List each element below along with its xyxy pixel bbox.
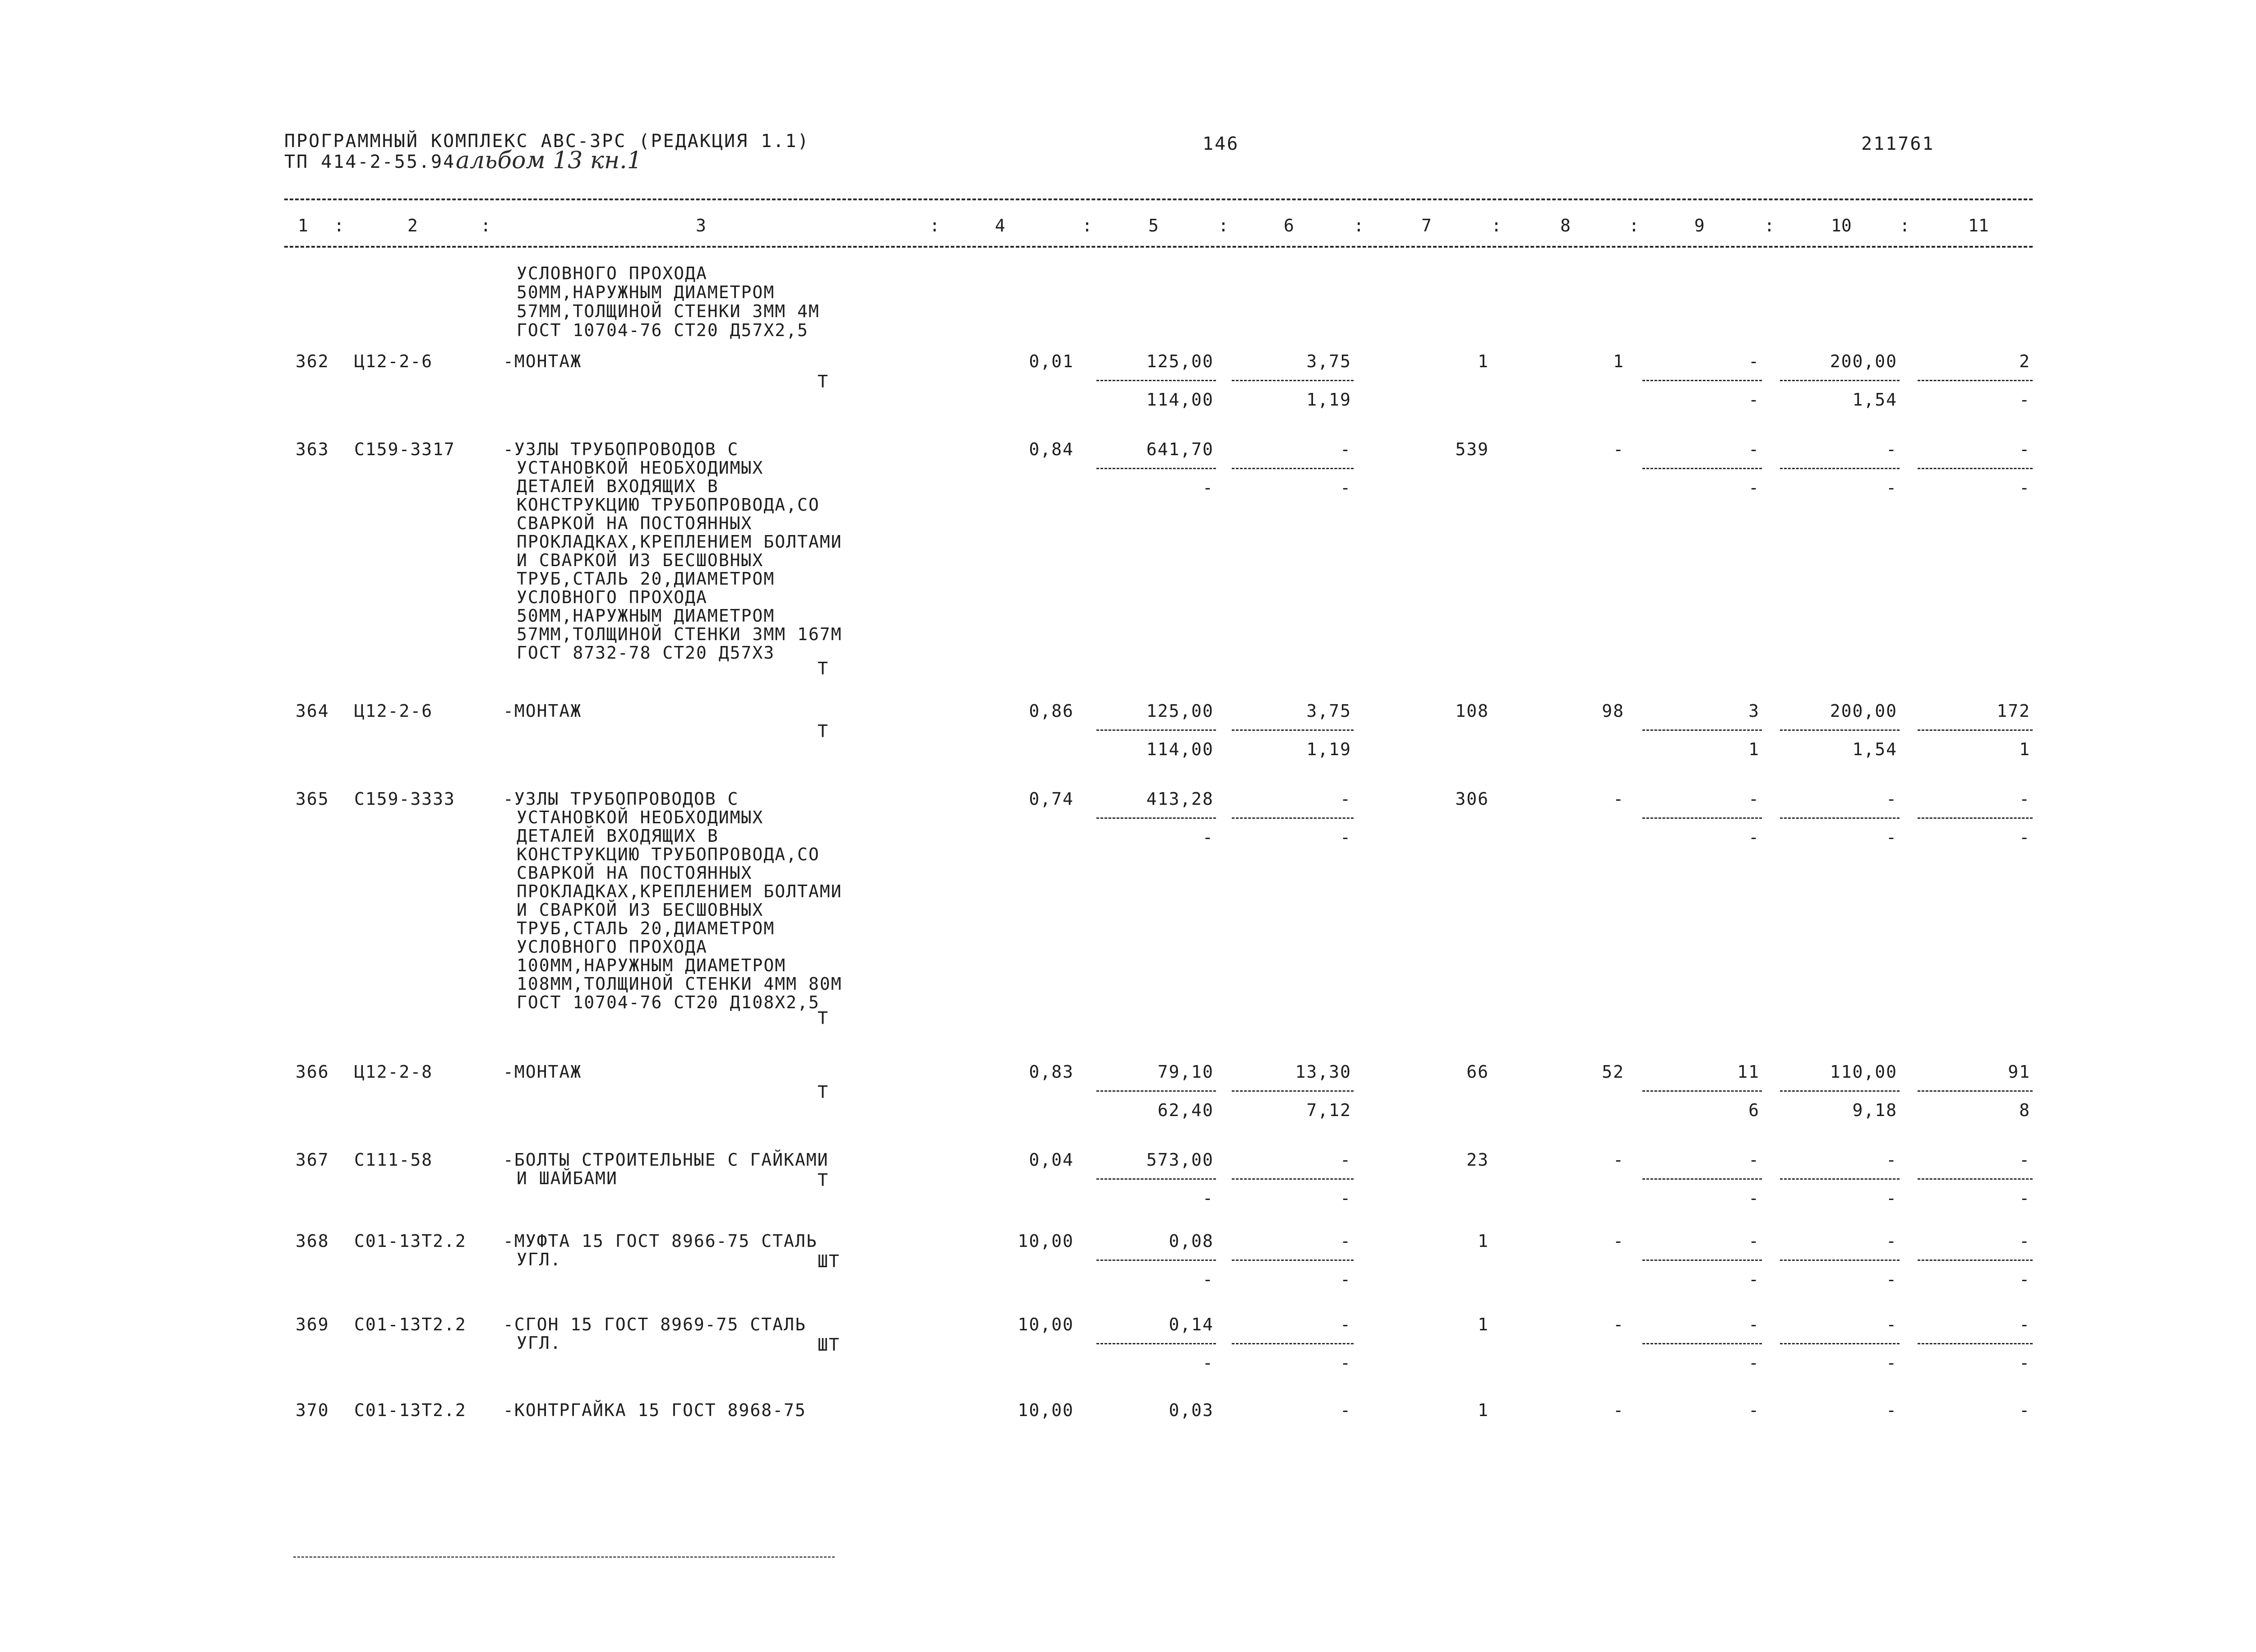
column-6-value: 3,75 [1306,351,1351,371]
unit-cost-value: 0,03 [1169,1400,1214,1420]
cell-divider [1780,1178,1900,1180]
column-8-value: 52 [1602,1062,1624,1082]
unit-of-measure: Т [818,1082,829,1102]
cell-divider [1780,1090,1900,1092]
column-6-sub-value: 7,12 [1306,1100,1351,1120]
cell-divider [1096,1178,1216,1180]
column-header: 3 [696,216,706,235]
column-9-sub-value: - [1748,1353,1760,1373]
total-cost-value: 108 [1455,701,1489,721]
description-line: КОНСТРУКЦИЮ ТРУБОПРОВОДА,СО [517,844,820,864]
column-header: 1 [298,216,308,235]
quantity-value: 0,04 [1029,1150,1074,1170]
column-6-sub-value: 1,19 [1306,739,1351,759]
unit-of-measure: ШТ [818,1251,840,1271]
column-10-value: 200,00 [1830,351,1897,371]
cell-divider [1918,817,2033,819]
cell-divider [1780,729,1900,731]
column-9-value: - [1748,789,1760,809]
description-line: -МОНТАЖ [503,351,582,371]
unit-cost-sub-value: - [1202,478,1214,498]
column-header: 4 [995,216,1005,235]
quantity-value: 10,00 [1017,1315,1074,1334]
cell-divider [1642,1343,1762,1344]
total-cost-value: 539 [1455,439,1489,459]
description-line: ПРОКЛАДКАХ,КРЕПЛЕНИЕМ БОЛТАМИ [517,881,842,901]
column-10-sub-value: - [1886,1353,1897,1373]
column-11-value: - [2019,1231,2030,1251]
unit-of-measure: Т [818,659,829,678]
cell-divider [1096,380,1216,381]
column-10-value: - [1886,1150,1897,1170]
column-6-sub-value: - [1340,1269,1351,1289]
norm-code: Ц12-2-6 [354,351,433,371]
cell-divider [1232,468,1354,469]
total-cost-value: 23 [1466,1150,1489,1170]
unit-cost-sub-value: - [1202,1353,1214,1373]
cell-divider [1918,729,2033,731]
description-line: -УЗЛЫ ТРУБОПРОВОДОВ С [503,439,739,459]
column-6-sub-value: - [1340,478,1351,498]
column-6-value: 13,30 [1295,1062,1351,1082]
column-header-rule [284,246,2033,248]
column-9-value: - [1748,439,1760,459]
column-11-sub-value: - [2019,1188,2030,1208]
cell-divider [1918,1090,2033,1092]
description-line: ДЕТАЛЕЙ ВХОДЯЩИХ В [517,476,719,496]
quantity-value: 0,86 [1029,701,1074,721]
norm-code: С01-13Т2.2 [354,1400,467,1420]
column-header: 8 [1560,216,1571,235]
column-8-value: - [1613,1315,1624,1334]
unit-cost-value: 0,08 [1169,1231,1214,1251]
cell-divider [1232,1260,1354,1261]
description-line: 50ММ,НАРУЖНЫМ ДИАМЕТРОМ [517,606,775,626]
column-header: 6 [1284,216,1294,235]
column-9-sub-value: - [1748,1188,1760,1208]
column-6-value: - [1340,789,1351,809]
column-10-value: - [1886,789,1897,809]
column-10-sub-value: - [1886,478,1897,498]
unit-of-measure: Т [818,372,829,392]
cell-divider [1918,468,2033,469]
row-number: 362 [296,351,329,371]
column-11-value: 172 [1997,701,2030,721]
row-number: 366 [296,1062,329,1082]
quantity-value: 10,00 [1017,1400,1074,1420]
column-6-value: 3,75 [1306,701,1351,721]
column-6-value: - [1340,1400,1351,1420]
row-number: 370 [296,1400,329,1420]
column-10-sub-value: 9,18 [1852,1100,1897,1120]
row-number: 367 [296,1150,329,1170]
column-11-sub-value: - [2019,1269,2030,1289]
description-line: ТРУБ,СТАЛЬ 20,ДИАМЕТРОМ [517,918,775,938]
column-9-value: 3 [1748,701,1760,721]
description-line: -УЗЛЫ ТРУБОПРОВОДОВ С [503,789,739,809]
column-8-value: - [1613,1400,1624,1420]
description-line: И СВАРКОЙ ИЗ БЕСШОВНЫХ [517,900,764,920]
column-6-value: - [1340,1231,1351,1251]
unit-cost-sub-value: 114,00 [1146,739,1214,759]
description-line: КОНСТРУКЦИЮ ТРУБОПРОВОДА,СО [517,495,820,515]
cell-divider [1918,1260,2033,1261]
unit-cost-sub-value: - [1202,1269,1214,1289]
description-line: -БОЛТЫ СТРОИТЕЛЬНЫЕ С ГАЙКАМИ [503,1150,829,1170]
unit-of-measure: Т [818,1008,829,1028]
column-10-sub-value: - [1886,1188,1897,1208]
description-line: И ШАЙБАМИ [517,1168,618,1188]
column-11-value: - [2019,789,2030,809]
row-number: 365 [296,789,329,809]
program-title: ПРОГРАММНЫЙ КОМПЛЕКС АВС-ЗРС (РЕДАКЦИЯ 1.1) [284,131,810,152]
description-line: 100ММ,НАРУЖНЫМ ДИАМЕТРОМ [517,955,786,975]
unit-cost-value: 413,28 [1146,789,1214,809]
column-header: 7 [1421,216,1432,235]
column-9-value: - [1748,351,1760,371]
column-10-value: 200,00 [1830,701,1897,721]
norm-code: С01-13Т2.2 [354,1315,467,1334]
quantity-value: 10,00 [1017,1231,1074,1251]
column-11-sub-value: 8 [2019,1100,2030,1120]
description-line: УСЛОВНОГО ПРОХОДА [517,937,707,957]
column-11-value: - [2019,1150,2030,1170]
column-6-sub-value: - [1340,1188,1351,1208]
description-line: СВАРКОЙ НА ПОСТОЯННЫХ [517,513,753,533]
cell-divider [1918,1343,2033,1344]
cell-divider [1780,1260,1900,1261]
column-8-value: - [1613,439,1624,459]
description-line: УСЛОВНОГО ПРОХОДА [517,587,707,607]
cell-divider [1232,817,1354,819]
column-10-value: 110,00 [1830,1062,1897,1082]
cell-divider [1232,1178,1354,1180]
total-cost-value: 1 [1478,1231,1489,1251]
column-10-sub-value: - [1886,1269,1897,1289]
cell-divider [1232,380,1354,381]
cell-divider [1096,468,1216,469]
description-line: 57ММ,ТОЛЩИНОЙ СТЕНКИ 3ММ 167М [517,624,842,644]
unit-of-measure: ШТ [818,1335,840,1355]
column-11-value: 91 [2008,1062,2030,1082]
cell-divider [1096,1090,1216,1092]
unit-cost-value: 125,00 [1146,351,1214,371]
row-number: 364 [296,701,329,721]
description-line: ПРОКЛАДКАХ,КРЕПЛЕНИЕМ БОЛТАМИ [517,532,842,552]
cell-divider [1780,380,1900,381]
description-line: 108ММ,ТОЛЩИНОЙ СТЕНКИ 4ММ 80М [517,974,842,994]
description-line: -МОНТАЖ [503,701,582,721]
cell-divider [1642,380,1762,381]
cell-divider [1096,1343,1216,1344]
cell-divider [1642,817,1762,819]
cell-divider [1232,1343,1354,1344]
column-8-value: 98 [1602,701,1624,721]
column-9-value: 11 [1737,1062,1760,1082]
total-cost-value: 306 [1455,789,1489,809]
description-line: -МОНТАЖ [503,1062,582,1082]
column-8-value: - [1613,1231,1624,1251]
unit-cost-sub-value: 114,00 [1146,390,1214,410]
column-6-sub-value: - [1340,1353,1351,1373]
description-line: -МУФТА 15 ГОСТ 8966-75 СТАЛЬ [503,1231,818,1251]
total-cost-value: 1 [1478,1400,1489,1420]
bottom-rule [293,1556,835,1558]
column-header: 5 [1148,216,1159,235]
cell-divider [1096,729,1216,731]
description-line: СВАРКОЙ НА ПОСТОЯННЫХ [517,863,753,883]
cell-divider [1918,380,2033,381]
cell-divider [1096,817,1216,819]
handwritten-note: альбом 13 кн.1 [456,147,642,174]
unit-cost-value: 125,00 [1146,701,1214,721]
column-11-sub-value: - [2019,827,2030,847]
column-9-sub-value: - [1748,1269,1760,1289]
description-line: УГЛ. [517,1333,562,1353]
description-line: ТРУБ,СТАЛЬ 20,ДИАМЕТРОМ [517,569,775,589]
quantity-value: 0,83 [1029,1062,1074,1082]
column-9-sub-value: 6 [1748,1100,1760,1120]
description-line: УСЛОВНОГО ПРОХОДА [517,263,707,283]
column-header: 9 [1694,216,1705,235]
norm-code: С01-13Т2.2 [354,1231,467,1251]
description-line: УГЛ. [517,1250,562,1269]
column-header: 10 [1831,216,1852,235]
column-9-sub-value: - [1748,478,1760,498]
column-9-sub-value: - [1748,390,1760,410]
total-cost-value: 1 [1478,1315,1489,1334]
description-line: 50ММ,НАРУЖНЫМ ДИАМЕТРОМ [517,282,775,302]
cell-divider [1642,1178,1762,1180]
column-11-value: - [2019,1315,2030,1334]
description-line: 57ММ,ТОЛЩИНОЙ СТЕНКИ 3ММ 4М [517,301,820,321]
unit-cost-value: 641,70 [1146,439,1214,459]
column-6-sub-value: 1,19 [1306,390,1351,410]
cell-divider [1232,729,1354,731]
column-10-value: - [1886,1231,1897,1251]
quantity-value: 0,74 [1029,789,1074,809]
column-6-value: - [1340,1150,1351,1170]
column-9-value: - [1748,1150,1760,1170]
norm-code: Ц12-2-6 [354,701,433,721]
unit-cost-value: 573,00 [1146,1150,1214,1170]
description-line: УСТАНОВКОЙ НЕОБХОДИМЫХ [517,458,764,478]
cell-divider [1780,468,1900,469]
column-11-value: - [2019,439,2030,459]
unit-cost-value: 0,14 [1169,1315,1214,1334]
unit-cost-value: 79,10 [1157,1062,1214,1082]
column-11-value: - [2019,1400,2030,1420]
column-10-value: - [1886,1315,1897,1334]
norm-code: С159-3317 [354,439,455,459]
cell-divider [1096,1260,1216,1261]
description-line: УСТАНОВКОЙ НЕОБХОДИМЫХ [517,808,764,827]
column-11-sub-value: - [2019,390,2030,410]
row-number: 363 [296,439,329,459]
column-10-sub-value: 1,54 [1852,390,1897,410]
column-9-sub-value: 1 [1748,739,1760,759]
column-9-value: - [1748,1231,1760,1251]
description-line: ГОСТ 10704-76 СТ20 Д57Х2,5 [517,320,809,340]
cell-divider [1642,1090,1762,1092]
column-9-value: - [1748,1400,1760,1420]
column-header: 2 [407,216,418,235]
row-number: 368 [296,1231,329,1251]
column-header-row: 1 2 3 4 5 6 7 8 9 10 11 : : : : : : : : : : [298,216,1989,235]
column-11-sub-value: - [2019,1353,2030,1373]
total-cost-value: 66 [1466,1062,1489,1082]
unit-cost-sub-value: - [1202,1188,1214,1208]
description-line: ДЕТАЛЕЙ ВХОДЯЩИХ В [517,826,719,846]
column-8-value: - [1613,1150,1624,1170]
unit-cost-sub-value: - [1202,827,1214,847]
column-9-sub-value: - [1748,827,1760,847]
description-line: -СГОН 15 ГОСТ 8969-75 СТАЛЬ [503,1315,806,1334]
column-header: 11 [1968,216,1989,235]
column-6-value: - [1340,439,1351,459]
cell-divider [1232,1090,1354,1092]
column-11-sub-value: - [2019,478,2030,498]
norm-code: С111-58 [354,1150,433,1170]
column-10-sub-value: - [1886,827,1897,847]
description-line: ГОСТ 8732-78 СТ20 Д57Х3 [517,643,775,663]
description-line: ГОСТ 10704-76 СТ20 Д108Х2,5 [517,992,820,1012]
unit-cost-sub-value: 62,40 [1157,1100,1214,1120]
total-cost-value: 1 [1478,351,1489,371]
column-8-value: - [1613,789,1624,809]
cell-divider [1780,1343,1900,1344]
cell-divider [1642,468,1762,469]
table-top-rule [284,198,2033,200]
column-10-value: - [1886,439,1897,459]
cell-divider [1642,1260,1762,1261]
column-8-value: 1 [1613,351,1624,371]
column-6-value: - [1340,1315,1351,1334]
column-6-sub-value: - [1340,827,1351,847]
project-code: ТП 414-2-55.94 [284,152,456,172]
page-number: 146 [1202,134,1239,154]
document-id: 211761 [1861,134,1935,154]
quantity-value: 0,01 [1029,351,1074,371]
description-line: И СВАРКОЙ ИЗ БЕСШОВНЫХ [517,550,764,570]
column-11-value: 2 [2019,351,2030,371]
cell-divider [1642,729,1762,731]
column-11-sub-value: 1 [2019,739,2030,759]
column-9-value: - [1748,1315,1760,1334]
unit-of-measure: Т [818,1170,829,1190]
row-number: 369 [296,1315,329,1334]
cell-divider [1780,817,1900,819]
cell-divider [1918,1178,2033,1180]
continued-description [517,264,820,340]
quantity-value: 0,84 [1029,439,1074,459]
description-line: -КОНТРГАЙКА 15 ГОСТ 8968-75 [503,1400,806,1420]
column-10-value: - [1886,1400,1897,1420]
norm-code: Ц12-2-8 [354,1062,433,1082]
norm-code: С159-3333 [354,789,455,809]
column-10-sub-value: 1,54 [1852,739,1897,759]
unit-of-measure: Т [818,721,829,741]
